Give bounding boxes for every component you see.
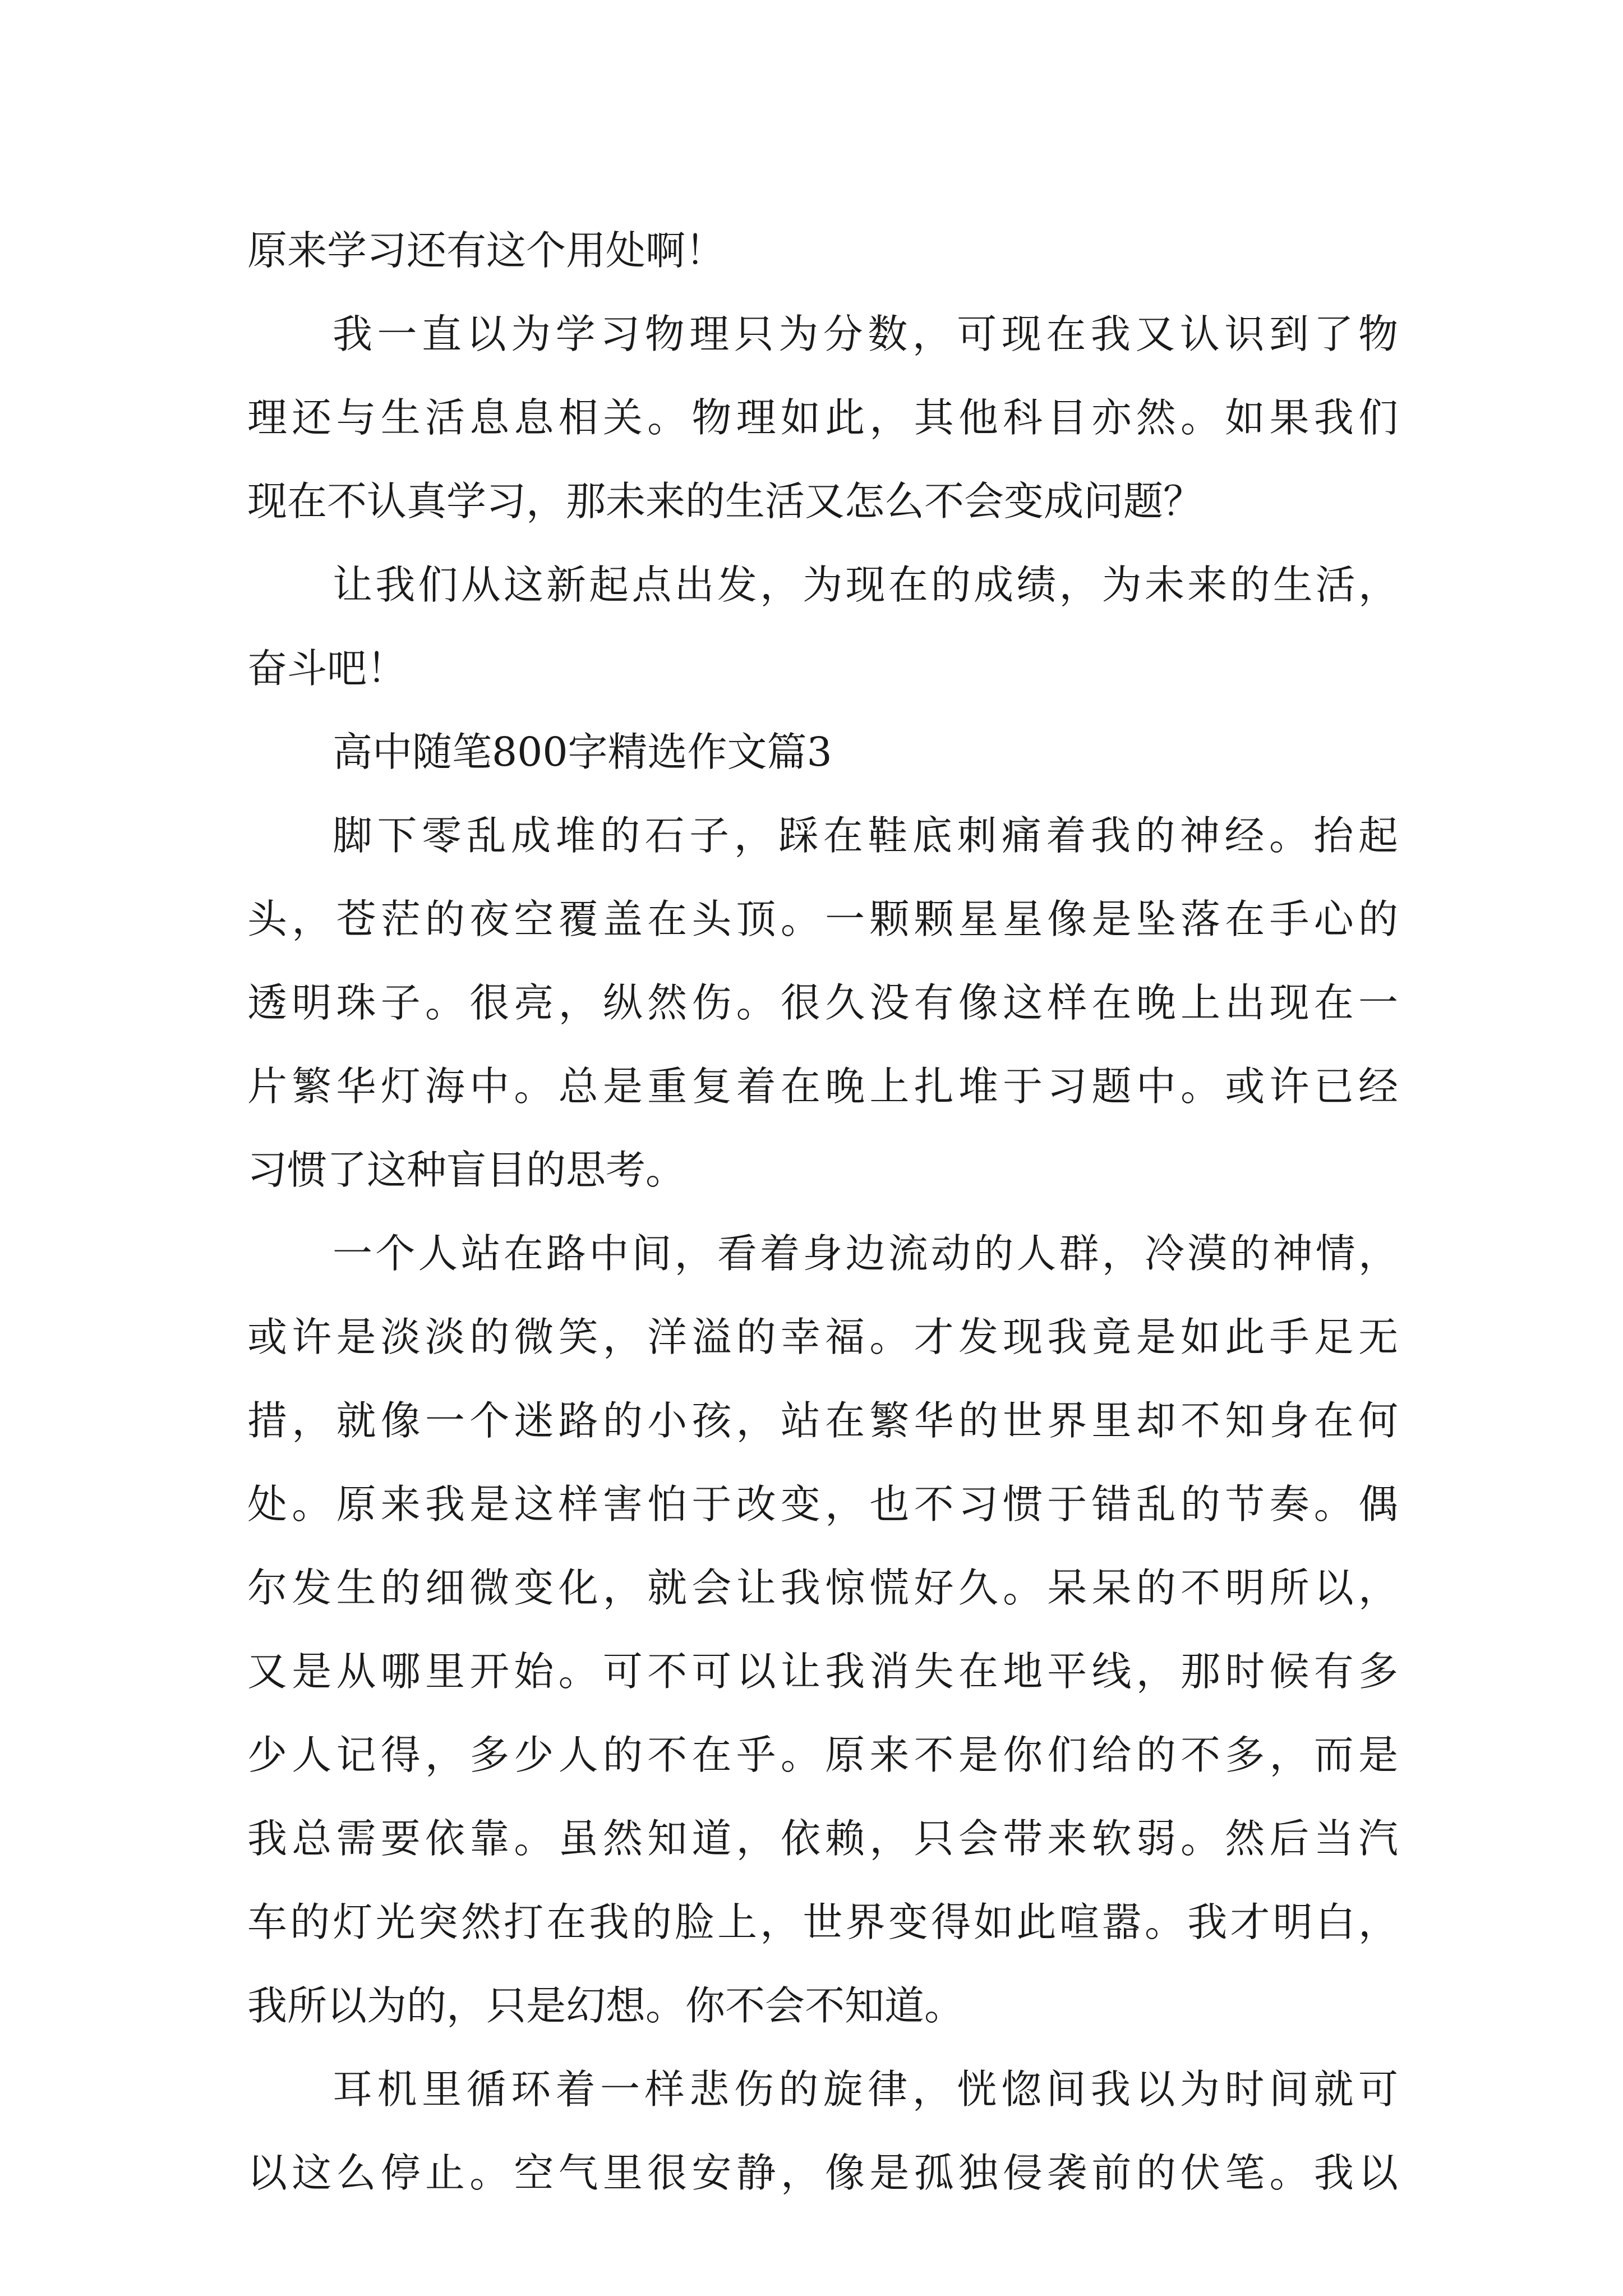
paragraph-line: 或许是淡淡的微笑，洋溢的幸福。才发现我竟是如此手足无 [247, 1314, 1398, 1360]
section-heading: 高中随笔800字精选作文篇3 [333, 729, 832, 775]
paragraph-line: 奋斗吧！ [247, 645, 407, 692]
paragraph-line: 让我们从这新起点出发，为现在的成绩，为未来的生活， [333, 562, 1398, 608]
paragraph-line: 脚下零乱成堆的石子，踩在鞋底刺痛着我的神经。抬起 [333, 812, 1398, 859]
paragraph-line: 我所以为的，只是幻想。你不会不知道。 [247, 1982, 965, 2029]
paragraph-line: 又是从哪里开始。可不可以让我消失在地平线，那时候有多 [247, 1648, 1398, 1695]
paragraph-line: 原来学习还有这个用处啊！ [247, 227, 726, 274]
paragraph-line: 尔发生的细微变化，就会让我惊慌好久。呆呆的不明所以， [247, 1565, 1398, 1611]
paragraph-line: 透明珠子。很亮，纵然伤。很久没有像这样在晚上出现在一 [247, 979, 1398, 1026]
paragraph-line: 我一直以为学习物理只为分数，可现在我又认识到了物 [333, 311, 1398, 357]
paragraph-line: 耳机里循环着一样悲伤的旋律，恍惚间我以为时间就可 [333, 2066, 1398, 2113]
paragraph-line: 头，苍茫的夜空覆盖在头顶。一颗颗星星像是坠落在手心的 [247, 896, 1398, 942]
paragraph-line: 片繁华灯海中。总是重复着在晚上扎堆于习题中。或许已经 [247, 1063, 1398, 1110]
article-body [247, 209, 1398, 2215]
paragraph-line: 车的灯光突然打在我的脸上，世界变得如此喧嚣。我才明白， [247, 1899, 1398, 1945]
paragraph-line: 措，就像一个迷路的小孩，站在繁华的世界里却不知身在何 [247, 1397, 1398, 1444]
paragraph-line: 我总需要依靠。虽然知道，依赖，只会带来软弱。然后当汽 [247, 1815, 1398, 1862]
paragraph-line: 少人记得，多少人的不在乎。原来不是你们给的不多，而是 [247, 1732, 1398, 1778]
paragraph-line: 一个人站在路中间，看着身边流动的人群，冷漠的神情， [333, 1230, 1398, 1277]
paragraph-line: 理还与生活息息相关。物理如此，其他科目亦然。如果我们 [247, 394, 1398, 441]
paragraph-line: 现在不认真学习，那未来的生活又怎么不会变成问题？ [247, 478, 1204, 524]
paragraph-line: 以这么停止。空气里很安静，像是孤独侵袭前的伏笔。我以 [247, 2150, 1398, 2196]
paragraph-line: 处。原来我是这样害怕于改变，也不习惯于错乱的节奏。偶 [247, 1481, 1398, 1527]
paragraph-line: 习惯了这种盲目的思考。 [247, 1147, 686, 1193]
